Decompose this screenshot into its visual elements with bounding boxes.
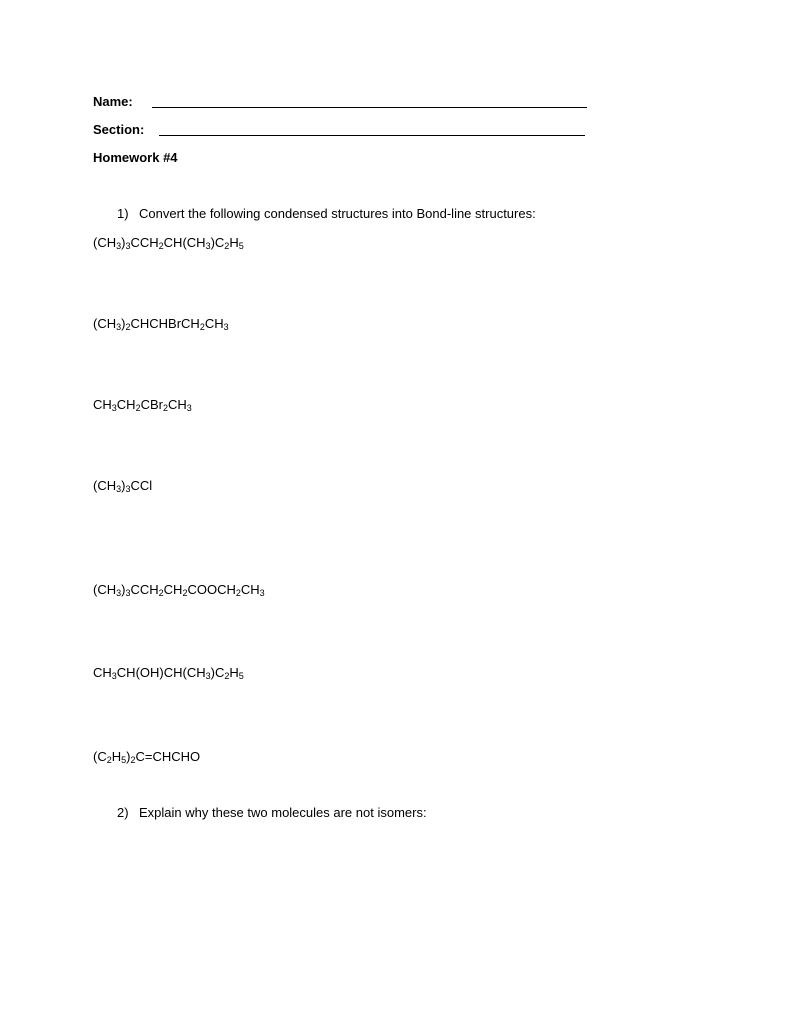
formula-subscript: 2 [182, 588, 188, 598]
formula-2 [93, 316, 229, 331]
formula-text: ) [126, 749, 131, 764]
question-1 [117, 206, 536, 221]
formula-text: CCH [130, 582, 159, 597]
formula-4 [93, 478, 152, 493]
formula-7 [93, 749, 200, 764]
formula-text: (CH [93, 235, 117, 250]
formula-subscript: 3 [223, 322, 229, 332]
formula-text: CH [93, 397, 112, 412]
formula-text: CH [116, 397, 136, 412]
formula-text: ) [121, 582, 126, 597]
formula-subscript: 2 [224, 241, 230, 251]
formula-text: CCH [130, 235, 159, 250]
formula-subscript: 3 [125, 484, 131, 494]
formula-text: CH [204, 316, 224, 331]
formula-text: ) [121, 235, 126, 250]
question-1-prompt: Convert the following condensed structures into Bond-line structures: [139, 206, 536, 221]
formula-text: H [111, 749, 122, 764]
name-label: Name: [93, 94, 133, 109]
formula-text: CH [163, 582, 183, 597]
formula-text: CCl [130, 478, 153, 493]
formula-text: CBr [140, 397, 163, 412]
formula-subscript: 3 [259, 588, 265, 598]
formula-subscript: 3 [116, 484, 122, 494]
question-2-prompt: Explain why these two molecules are not isomers: [139, 805, 427, 820]
formula-text: (C [93, 749, 107, 764]
formula-subscript: 2 [125, 322, 131, 332]
formula-subscript: 3 [125, 241, 131, 251]
question-1-number: 1) [117, 206, 129, 221]
formula-text: (CH [93, 478, 117, 493]
formula-subscript: 3 [111, 671, 117, 681]
formula-subscript: 2 [135, 403, 141, 413]
formula-subscript: 3 [205, 241, 211, 251]
formula-subscript: 3 [116, 241, 122, 251]
formula-subscript: 5 [121, 755, 127, 765]
formula-subscript: 3 [186, 403, 192, 413]
section-field[interactable] [159, 135, 585, 136]
formula-text: )C [210, 665, 225, 680]
formula-text: CH [168, 397, 187, 412]
formula-subscript: 5 [238, 671, 244, 681]
name-field[interactable] [152, 107, 587, 108]
formula-text: CH [93, 665, 112, 680]
formula-subscript: 2 [158, 588, 164, 598]
formula-subscript: 2 [199, 322, 205, 332]
formula-subscript: 3 [125, 588, 131, 598]
formula-text: CH [240, 582, 260, 597]
formula-text: CHCHBrCH [130, 316, 200, 331]
formula-subscript: 3 [116, 322, 122, 332]
formula-text: H [229, 665, 239, 680]
formula-3 [93, 397, 192, 412]
section-label: Section: [93, 122, 145, 137]
formula-text: ) [121, 316, 126, 331]
question-2 [117, 805, 427, 820]
formula-text: H [229, 235, 239, 250]
formula-text: CH(CH [163, 235, 206, 250]
formula-subscript: 3 [111, 403, 117, 413]
formula-text: CH(OH)CH(CH [116, 665, 206, 680]
formula-text: ) [121, 478, 126, 493]
formula-subscript: 2 [235, 588, 241, 598]
homework-title: Homework #4 [93, 150, 178, 165]
formula-5 [93, 582, 265, 597]
formula-subscript: 3 [116, 588, 122, 598]
formula-text: C=CHCHO [135, 749, 201, 764]
formula-1 [93, 235, 244, 250]
formula-subscript: 2 [158, 241, 164, 251]
formula-6 [93, 665, 244, 680]
formula-subscript: 5 [238, 241, 244, 251]
formula-subscript: 2 [106, 755, 112, 765]
formula-subscript: 2 [162, 403, 168, 413]
question-2-number: 2) [117, 805, 129, 820]
formula-text: )C [210, 235, 225, 250]
formula-text: (CH [93, 582, 117, 597]
formula-text: (CH [93, 316, 117, 331]
formula-subscript: 3 [205, 671, 211, 681]
formula-subscript: 2 [224, 671, 230, 681]
formula-subscript: 2 [130, 755, 136, 765]
section-row [93, 122, 144, 137]
name-row [93, 94, 133, 109]
formula-text: COOCH [187, 582, 236, 597]
